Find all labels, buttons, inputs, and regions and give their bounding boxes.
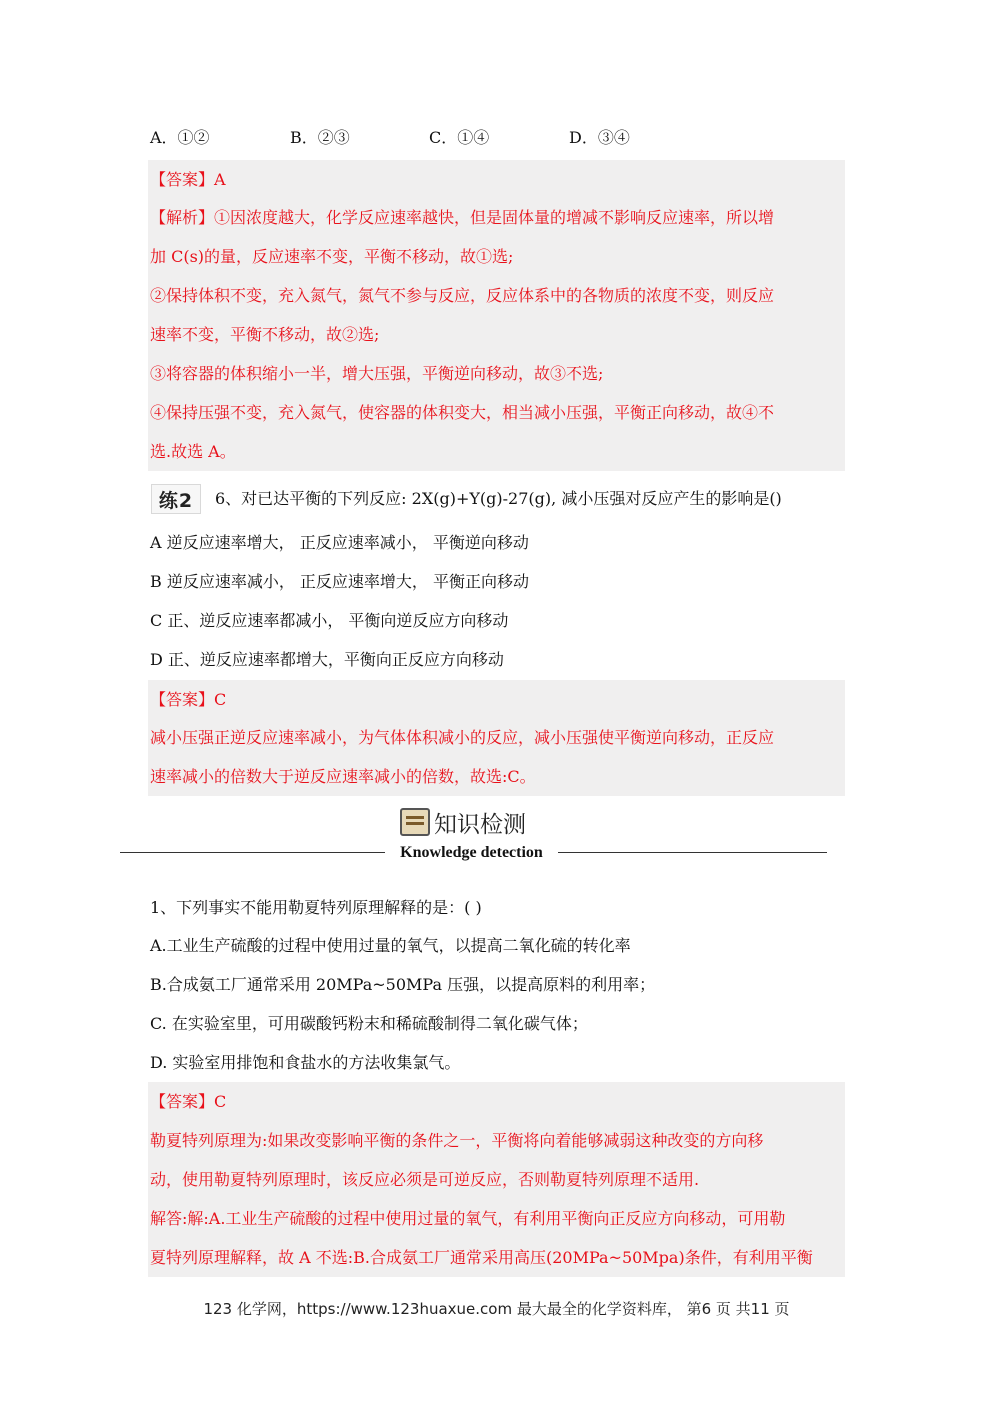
explanation-line: 减小压强正逆反应速率减小，为气体体积减小的反应，减小压强使平衡逆向移动，正反应 [150,728,775,747]
answer-value: C [214,690,227,709]
analysis-label: 【解析】 [150,208,215,227]
analysis-text-line: ②保持体积不变，充入氮气，氮气不参与反应，反应体系中的各物质的浓度不变，则反应 [150,286,775,305]
question-1-option-d: D. 实验室用排饱和食盐水的方法收集氯气。 [150,1053,461,1072]
book-icon [400,808,430,836]
analysis-text-line: ③将容器的体积缩小一半，增大压强，平衡逆向移动，故③不选; [150,364,604,383]
option-d: D．③④ [569,128,630,147]
answer-line [150,689,226,711]
explanation-line: 解答:解:A.工业生产硫酸的过程中使用过量的氧气，有利用平衡向正反应方向移动，可用勒 [150,1209,786,1228]
divider-right [558,852,827,853]
question-1: 1、下列事实不能用勒夏特列原理解释的是：( ) [150,898,482,917]
practice-badge: 练2 [151,484,201,514]
page-footer: 123 化学网，https://www.123huaxue.com 最大最全的化学资料库， 第6 页 共11 页 [203,1300,790,1318]
answer-label: 【答案】 [150,170,215,189]
answer-value: A [214,170,226,189]
practice-option-d: D 正、逆反应速率都增大，平衡向正反应方向移动 [150,650,504,669]
practice-option-a: A 逆反应速率增大， 正反应速率减小， 平衡逆向移动 [150,533,529,552]
analysis-text-line: ④保持压强不变，充入氮气，使容器的体积变大，相当减小压强，平衡正向移动，故④不 [150,403,775,422]
explanation-line: 夏特列原理解释，故 A 不选:B.合成氨工厂通常采用高压(20MPa~50Mpa)条件，有利用平衡 [150,1248,813,1267]
answer-line [150,1091,226,1113]
practice-question: 6、对已达平衡的下列反应: 2X(g)+Y(g)-27(g), 减小压强对反应产生的影响是() [215,489,782,508]
practice-option-b: B 逆反应速率减小， 正反应速率增大， 平衡正向移动 [150,572,530,591]
explanation-line: 速率减小的倍数大于逆反应速率减小的倍数，故选:C。 [150,767,536,786]
answer-value: C [214,1092,227,1111]
question-1-option-b: B.合成氨工厂通常采用 20MPa~50MPa 压强，以提高原料的利用率； [150,975,656,994]
analysis-line [150,207,774,229]
option-a: A．①② [150,128,210,147]
option-b: B．②③ [290,128,350,147]
analysis-text-line: 加 C(s)的量，反应速率不变，平衡不移动，故①选; [150,247,514,266]
analysis-text: ①因浓度越大，化学反应速率越快，但是固体量的增减不影响反应速率，所以增 [214,208,775,227]
answer-line [150,169,226,191]
answer-label: 【答案】 [150,1092,215,1111]
section-title-text: 知识检测 [434,811,526,838]
answer-label: 【答案】 [150,690,215,709]
question-1-option-a: A.工业生产硫酸的过程中使用过量的氧气，以提高二氧化硫的转化率 [150,936,631,955]
question-1-option-c: C. 在实验室里，可用碳酸钙粉末和稀硫酸制得二氧化碳气体； [150,1014,588,1033]
practice-option-c: C 正、逆反应速率都减小， 平衡向逆反应方向移动 [150,611,509,630]
analysis-text-line: 速率不变，平衡不移动，故②选; [150,325,380,344]
option-c: C．①④ [429,128,490,147]
analysis-text-line: 选.故选 A。 [150,442,236,461]
divider-left [120,852,385,853]
explanation-line: 动，使用勒夏特列原理时，该反应必须是可逆反应，否则勒夏特列原理不适用. [150,1170,700,1189]
explanation-line: 勒夏特列原理为:如果改变影响平衡的条件之一，平衡将向着能够减弱这种改变的方向移 [150,1131,764,1150]
section-subtitle: Knowledge detection [400,844,543,861]
section-title [400,806,526,838]
